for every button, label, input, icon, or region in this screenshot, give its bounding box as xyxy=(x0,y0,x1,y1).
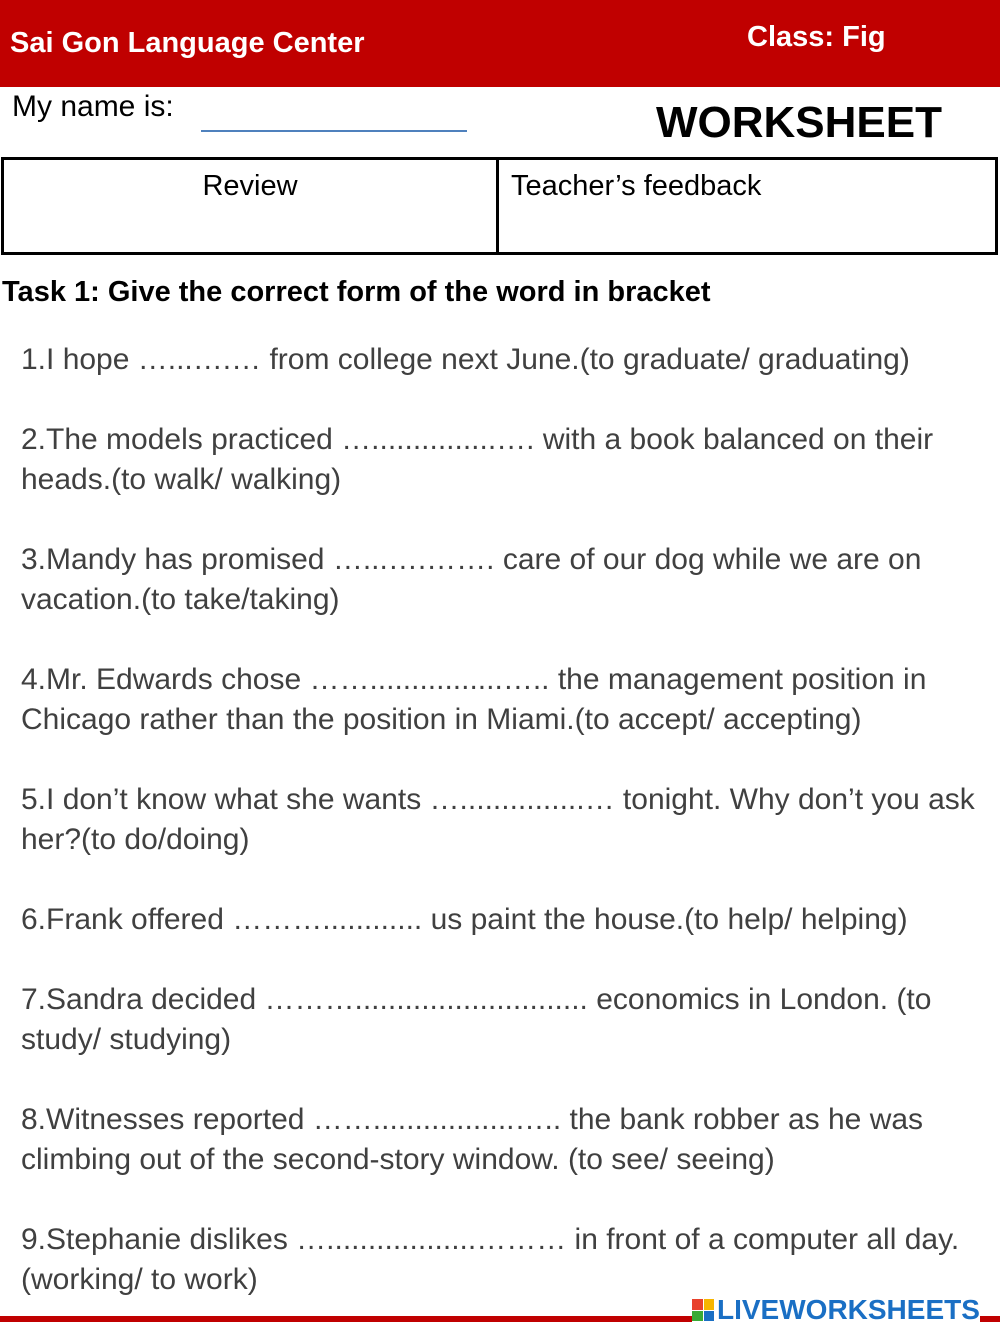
question-2: 2.The models practiced …...............…. with a book balanced on their heads.(to walk/ walking) xyxy=(21,423,934,496)
question-4: 4.Mr. Edwards chose ……................….. the management position in Chicago rather than the position in Miami.(to accept/ accepting) xyxy=(21,663,927,736)
question-8: 8.Witnesses reported …….................….. the bank robber as he was climbing out of the second-story window. (to see/ seeing) xyxy=(21,1103,924,1176)
question-3: 3.Mandy has promised …...….……. care of our dog while we are on vacation.(to take/taking) xyxy=(21,543,922,616)
liveworksheets-logo xyxy=(692,1294,980,1326)
question-9: 9.Stephanie dislikes …..................……… in front of a computer all day.(working/ to work) xyxy=(21,1223,960,1296)
task-title: Task 1: Give the correct form of the word in bracket xyxy=(2,276,711,308)
question-6: 6.Frank offered ………............ us paint the house.(to help/ helping) xyxy=(21,903,908,936)
review-table xyxy=(1,157,998,255)
logo-text: LIVEWORKSHEETS xyxy=(717,1294,980,1325)
liveworksheets-logo-icon xyxy=(692,1299,714,1321)
question-list xyxy=(21,340,999,1333)
name-input[interactable] xyxy=(201,104,467,132)
name-label: My name is: xyxy=(12,90,174,123)
question-5: 5.I don’t know what she wants …...............… tonight. Why don’t you ask her?(to do/doing) xyxy=(21,783,975,856)
header-bar xyxy=(0,0,1000,87)
review-cell: Review xyxy=(4,160,499,252)
teacher-feedback-cell: Teacher’s feedback xyxy=(511,170,762,202)
center-name: Sai Gon Language Center xyxy=(10,27,365,59)
question-1: 1.I hope …...….… from college next June.(to graduate/ graduating) xyxy=(21,343,910,376)
class-label: Class: Fig xyxy=(747,21,886,53)
question-7: 7.Sandra decided ………............................ economics in London. (to study/ studying) xyxy=(21,983,932,1056)
worksheet-title: WORKSHEET xyxy=(656,98,942,147)
